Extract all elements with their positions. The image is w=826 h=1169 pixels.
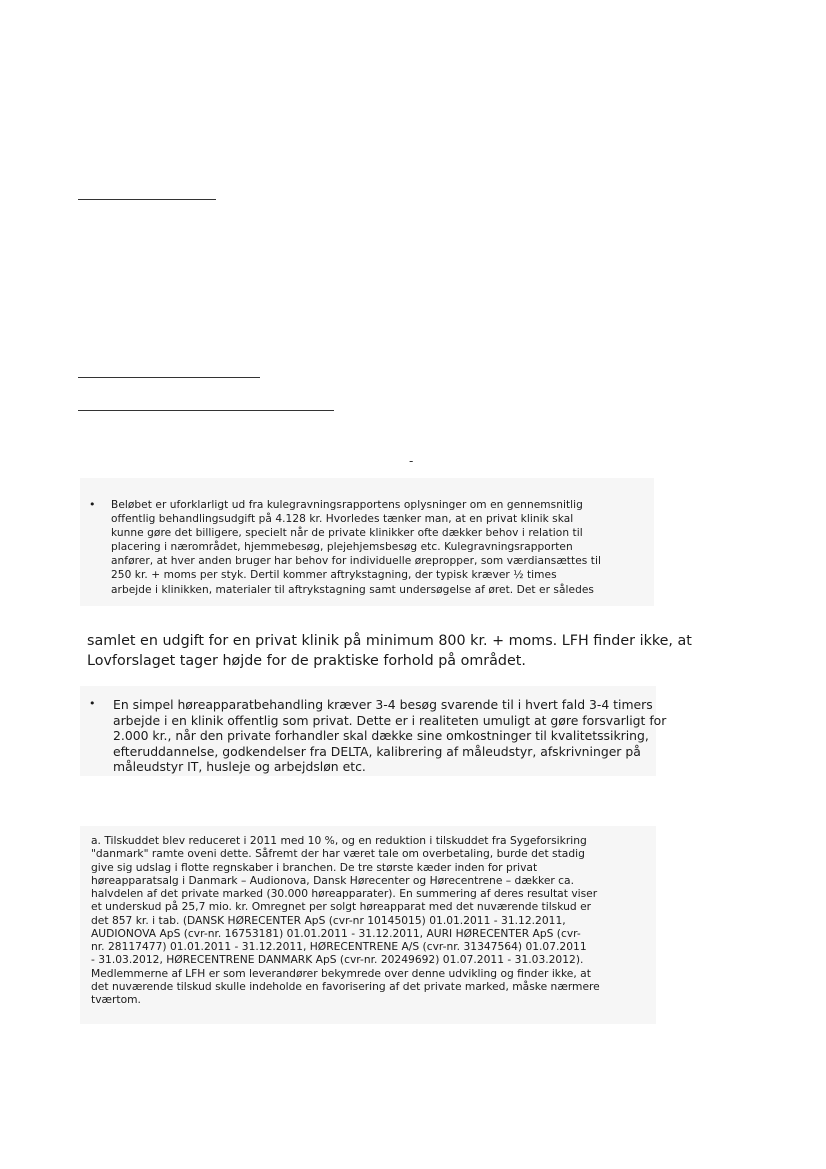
continuation-paragraph bbox=[87, 632, 692, 671]
bullet-marker-1: • bbox=[89, 498, 96, 511]
text-line: nr. 28117477) 01.01.2011 - 31.12.2011, HØRECENTRENE A/S (cvr-nr. 31347564) 01.07.2011 bbox=[91, 940, 587, 953]
text-line: det nuværende tilskud skulle indeholde en favorisering af det private marked, måske nærmere bbox=[91, 979, 600, 993]
text-line: AUDIONOVA ApS (cvr-nr. 16753181) 01.01.2011 - 31.12.2011, AURI HØRECENTER ApS (cvr- bbox=[91, 926, 581, 940]
footnote-separator-1 bbox=[78, 199, 216, 200]
text-line: 2.000 kr., når den private forhandler skal dække sine omkostninger til kvalitetssikring, bbox=[113, 728, 649, 743]
text-line: - 31.03.2012, HØRECENTRENE DANMARK ApS (cvr-nr. 20249692) 01.07.2011 - 31.03.2012). bbox=[91, 953, 584, 967]
text-line: et underskud på 25,7 mio. kr. Omregnet per solgt høreapparat med det nuværende tilskud er bbox=[91, 900, 592, 914]
text-line: kunne gøre det billigere, specielt når de private klinikker ofte dækker behov i relation til bbox=[111, 527, 583, 540]
text-line: arbejde i en klinik offentlig som privat. Dette er i realiteten umuligt at gøre forsvarligt for bbox=[113, 712, 667, 728]
text-line: samlet en udgift for en privat klinik på minimum 800 kr. + moms. LFH finder ikke, at bbox=[87, 633, 692, 649]
text-line: Lovforslaget tager højde for de praktiske forhold på området. bbox=[87, 652, 526, 669]
bullet-paragraph-2 bbox=[113, 697, 667, 775]
footnote-separator-3 bbox=[78, 410, 334, 411]
text-line: Medlemmerne af LFH er som leverandører bekymrede over denne udvikling og finder ikke, at bbox=[91, 966, 591, 980]
text-line: anfører, at hver anden bruger har behov for individuelle ørepropper, som værdiansættes til bbox=[111, 555, 601, 568]
bullet-paragraph-1 bbox=[111, 498, 631, 597]
text-line: give sig udslag i flotte regnskaber i branchen. De tre største kæder inden for privat bbox=[91, 860, 538, 874]
text-line: Beløbet er uforklarligt ud fra kulegravningsrapportens oplysninger om en gennemsnitlig bbox=[111, 499, 583, 511]
footnote-paragraph bbox=[91, 834, 636, 1006]
text-line: arbejde i klinikken, materialer til aftrykstagning samt undersøgelse af øret. Det er således bbox=[111, 583, 594, 596]
text-line: 250 kr. + moms per styk. Dertil kommer aftrykstagning, der typisk kræver ½ times bbox=[111, 569, 557, 582]
footnote-separator-2 bbox=[78, 377, 260, 378]
text-line: efteruddannelse, godkendelser fra DELTA, kalibrering af måleudstyr, afskrivninger på bbox=[113, 743, 641, 759]
text-line: måleudstyr IT, husleje og arbejdsløn etc. bbox=[113, 759, 366, 774]
text-line: halvdelen af det private marked (30.000 høreapparater). En summering af deres resultat viser bbox=[91, 887, 598, 900]
text-line: tværtom. bbox=[91, 993, 141, 1006]
text-line: det 857 kr. i tab. (DANSK HØRECENTER ApS (cvr-nr 10145015) 01.01.2011 - 31.12.2011, bbox=[91, 913, 566, 927]
text-line: "danmark" ramte oveni dette. Såfremt der har været tale om overbetaling, burde det stadig bbox=[91, 847, 585, 861]
text-line: a. Tilskuddet blev reduceret i 2011 med 10 %, og en reduktion i tilskuddet fra Sygeforsikring bbox=[91, 834, 587, 847]
dash-mark: - bbox=[409, 454, 414, 468]
text-line: placering i nærområdet, hjemmebesøg, plejehjemsbesøg etc. Kulegravningsrapporten bbox=[111, 541, 573, 554]
text-line: høreapparatsalg i Danmark – Audionova, Dansk Hørecenter og Hørecentrene – dækker ca. bbox=[91, 873, 575, 887]
text-line: En simpel høreapparatbehandling kræver 3-4 besøg svarende til i hvert fald 3-4 timers bbox=[113, 697, 653, 712]
bullet-marker-2: • bbox=[89, 697, 96, 710]
text-line: offentlig behandlingsudgift på 4.128 kr. Hvorledes tænker man, at en privat klinik skal bbox=[111, 513, 574, 526]
